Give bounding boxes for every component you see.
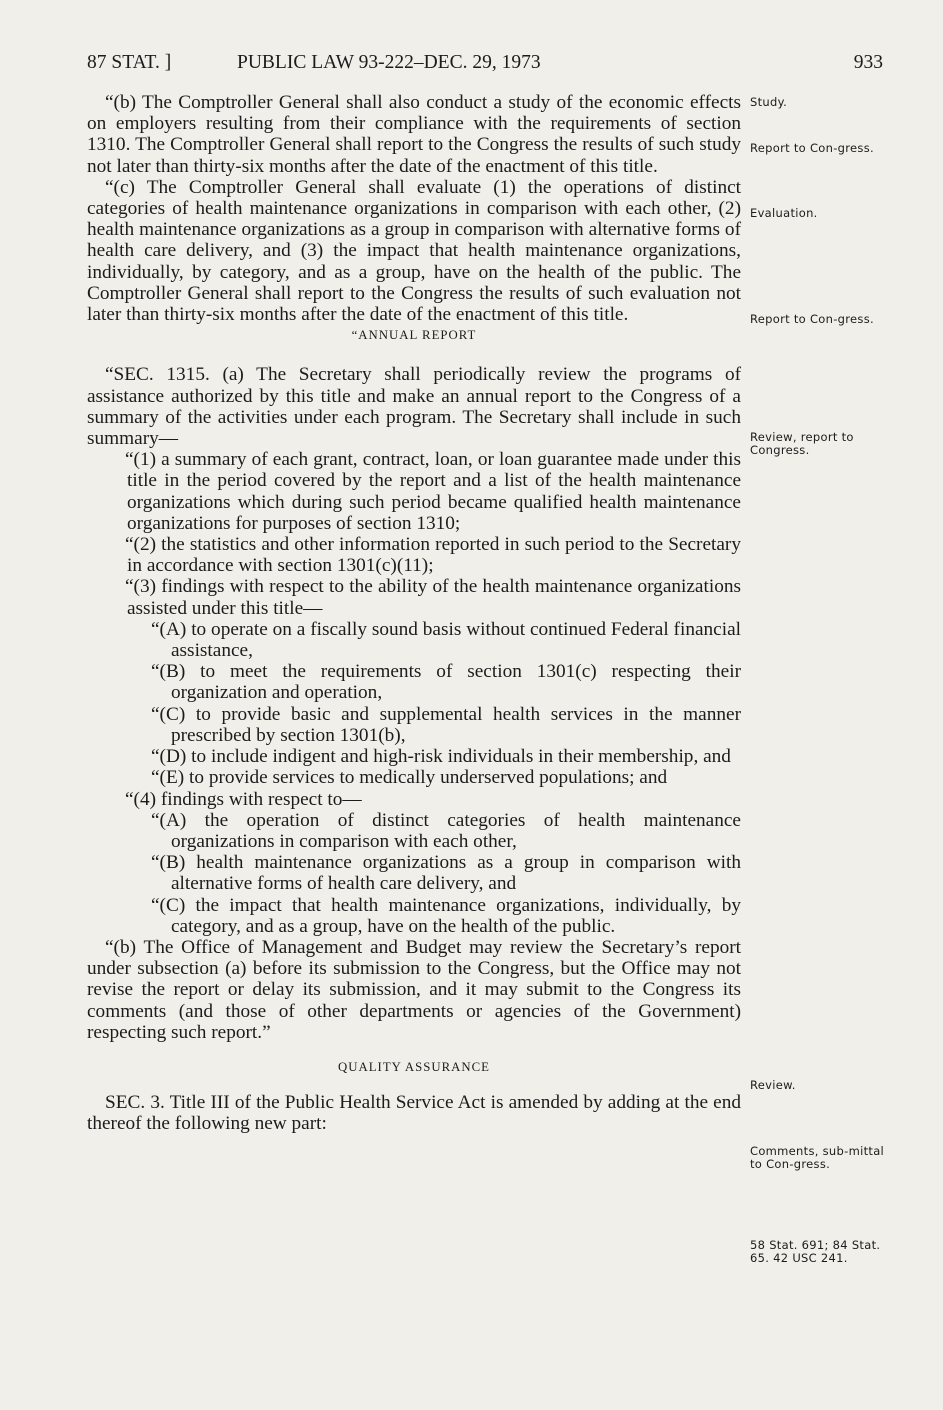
item-4: “(4) findings with respect to— — [125, 788, 362, 810]
margin-note-comments: Comments, sub-mittal to Con-gress. — [750, 1144, 885, 1171]
spacer — [87, 346, 741, 364]
margin-note-report: Report to Con-gress. — [750, 141, 874, 155]
heading-annual-report: “ANNUAL REPORT — [351, 328, 477, 343]
spacer — [87, 1043, 741, 1057]
section-1315-a: “SEC. 1315. (a) The Secretary shall periodically review the programs of assistance authorized by this title and make an annual report to the Congress of a summary of the activities under each program. The Secretary shall include in such summary— — [87, 364, 741, 450]
item-2: “(2) the statistics and other information reported in such period to the Secretary in accordance with section 1301(c)(11); — [125, 534, 741, 577]
item-3B: “(B) to meet the requirements of section 1301(c) respecting their organization and operation, — [151, 661, 741, 704]
item-1: “(1) a summary of each grant, contract, loan, or loan guarantee made under this title in the period covered by the report and a list of the health maintenance organizations which during such period became qualified health maintenance organizations for purposes of section 1310; — [125, 449, 741, 534]
heading-quality-assurance: QUALITY ASSURANCE — [338, 1059, 490, 1074]
item-3C: “(C) to provide basic and supplemental health services in the manner prescribed by section 1301(b), — [151, 703, 741, 746]
page-header — [87, 52, 883, 78]
margin-note-review-report: Review, report to Congress. — [750, 430, 854, 457]
page-number: 933 — [853, 52, 883, 73]
item-3E: “(E) to provide services to medically underserved populations; and — [151, 767, 668, 789]
paragraph-c-evaluation: “(c) The Comptroller General shall evaluate (1) the operations of distinct categories of health maintenance organizations in comparison with each other, (2) health maintenance organizations as a group in comparison with alternative forms of health care delivery, and (3) the impact that health maintenance organizations, individually, by category, and as a group, have on the health of the public. The Comptroller General shall report to the Congress the results of such evaluation not later than thirty-six months after the date of the enactment of this title. — [87, 176, 741, 326]
statute-reference: 87 STAT. ] — [87, 52, 172, 73]
paragraph-b-study: “(b) The Comptroller General shall also conduct a study of the economic effects on employers resulting from their compliance with the requirements of section 1310. The Comptroller General shall report to the Congress the results of such study not later than thirty-six months after the date of the enactment of this title. — [87, 92, 741, 177]
margin-note-review: Review. — [750, 1078, 796, 1092]
margin-note-citation: 58 Stat. 691; 84 Stat. 65. 42 USC 241. — [750, 1238, 881, 1265]
body-text — [87, 92, 741, 1135]
law-title: PUBLIC LAW 93-222–DEC. 29, 1973 — [237, 52, 541, 73]
spacer — [87, 1078, 741, 1092]
item-3: “(3) findings with respect to the ability of the health maintenance organizations assisted under this title— — [125, 576, 741, 619]
margin-note-evaluation: Evaluation. — [750, 206, 818, 220]
item-3A: “(A) to operate on a fiscally sound basis without continued Federal financial assistance, — [151, 618, 741, 662]
section-1315-b: “(b) The Office of Management and Budget may review the Secretary’s report under subsection (a) before its submission to the Congress, but the Office may not revise the report or delay its submission, and it may submit to the Congress its comments (and those of other departments or agencies of the Government) respecting such report.” — [87, 936, 741, 1043]
item-4B: “(B) health maintenance organizations as a group in comparison with alternative forms of health care delivery, and — [151, 852, 741, 895]
item-4A: “(A) the operation of distinct categories of health maintenance organizations in comparison with each other, — [151, 809, 741, 852]
margin-note-study: Study. — [750, 95, 788, 109]
section-3: SEC. 3. Title III of the Public Health Service Act is amended by adding at the end thereof the following new part: — [87, 1092, 741, 1135]
margin-note-report: Report to Con-gress. — [750, 312, 874, 326]
item-3D: “(D) to include indigent and high-risk individuals in their membership, and — [151, 746, 731, 768]
item-4C: “(C) the impact that health maintenance organizations, individually, by category, and as a group, have on the health of the public. — [151, 894, 741, 937]
